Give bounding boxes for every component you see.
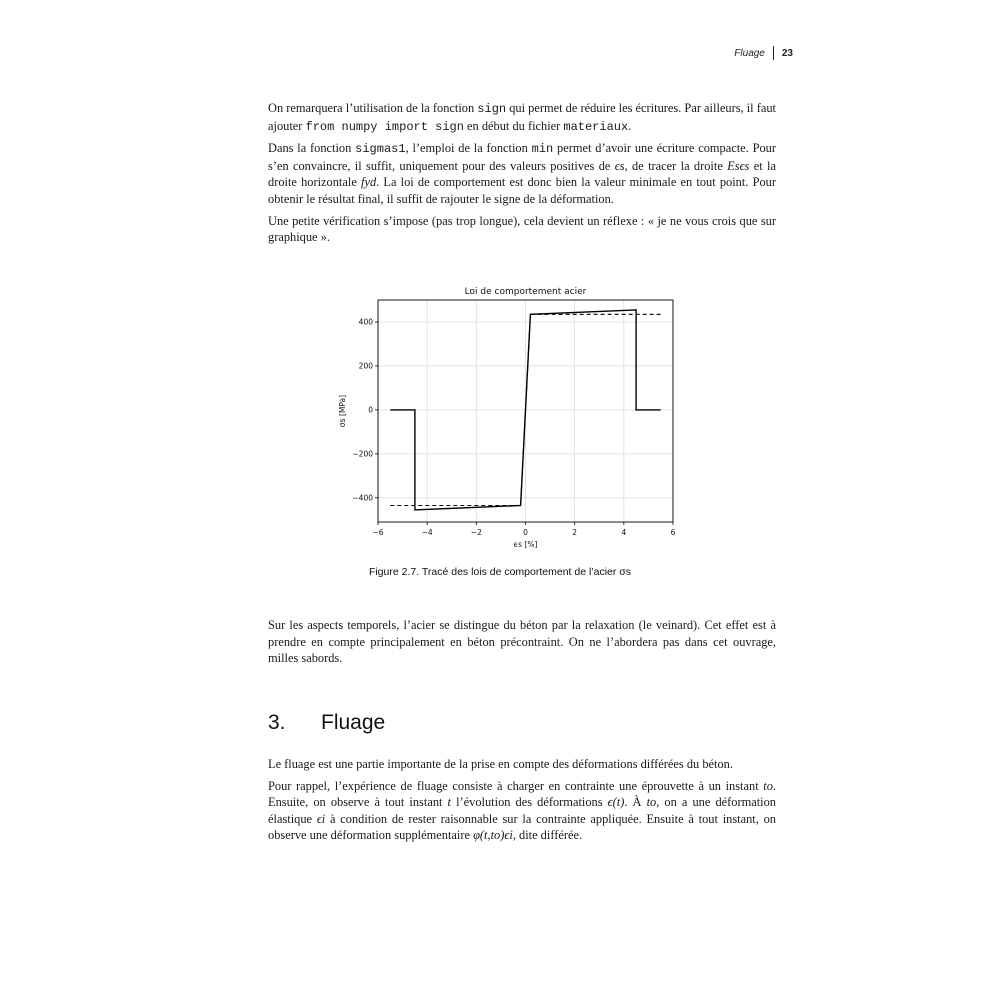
x-tick-label: −2 <box>470 528 482 537</box>
paragraph-fluage-experiment: Pour rappel, l’expérience de fluage consiste à charger en contrainte une éprouvette à un instant to. Ensuite, on observe à tout instant t l’évolution des déformations ϵ(t). À to, on a une déformation élastique ϵi à condition de rester raisonnable sur la contrainte appliquée. Ensuite à tout instant, on observe une déformation supplémentaire φ(t,to)ϵi, dite différée. <box>268 778 776 843</box>
chart-title: Loi de comportement acier <box>464 287 587 297</box>
math-fyd: fyd <box>361 175 377 190</box>
math-epsilon-i: ϵi <box>316 811 326 826</box>
paragraph-verification: Une petite vérification s’impose (pas trop longue), cela devient un réflexe : « je ne vous crois que sur graphique ». <box>268 213 776 245</box>
math-epsilon-t: ϵ(t) <box>607 795 625 810</box>
section-heading <box>268 711 385 735</box>
y-tick-label: −200 <box>352 449 373 459</box>
x-tick-label: 2 <box>572 528 578 537</box>
header-divider <box>773 46 774 60</box>
body-text-middle <box>268 617 776 672</box>
y-tick-label: −400 <box>352 493 373 503</box>
y-tick-label: 400 <box>358 317 373 327</box>
stress-strain-chart <box>330 280 690 550</box>
paragraph-fluage-intro: Le fluage est une partie importante de la prise en compte des déformations différées du béton. <box>268 757 733 771</box>
running-header-section: Fluage <box>734 47 765 59</box>
figure-caption: Figure 2.7. Tracé des lois de comportement de l’acier σs <box>368 566 632 578</box>
code-import: from numpy import sign <box>305 119 464 134</box>
math-es-epsilon: Esϵs <box>727 158 750 173</box>
page-number: 23 <box>781 47 793 59</box>
x-tick-label: −4 <box>421 528 433 537</box>
body-text-top <box>268 100 776 251</box>
code-materiaux: materiaux <box>563 119 629 134</box>
code-min: min <box>531 142 554 157</box>
math-t0: to <box>763 778 773 793</box>
y-tick-label: 200 <box>358 361 373 371</box>
x-tick-label: 0 <box>523 528 528 537</box>
body-text-bottom <box>268 756 776 849</box>
math-epsilon-s: ϵs <box>614 158 625 173</box>
paragraph-min-function: Dans la fonction sigmas1, l’emploi de la fonction min permet d’avoir une écriture compacte. Pour s’en convaincre, il suffit, uniquement pour des valeurs positives de ϵs, de tracer la droite Esϵs et la droite horizontale fyd. La loi de comportement est donc bien la valeur minimale en tout point. Pour obtenir le résultat final, il suffit de rajouter le signe de la déformation. <box>268 141 776 206</box>
math-t0-second: to <box>646 795 657 810</box>
y-axis-label: σs [MPa] <box>338 394 347 428</box>
y-tick-label: 0 <box>368 405 373 415</box>
x-tick-label: −6 <box>372 528 384 537</box>
code-sigmas1: sigmas1 <box>355 142 406 157</box>
code-sign: sign <box>477 102 507 116</box>
section-title: Fluage <box>321 711 386 734</box>
x-tick-label: 4 <box>621 528 627 537</box>
paragraph-sign-function: On remarquera l’utilisation de la fonction sign qui permet de réduire les écritures. Par ailleurs, il faut ajouter from numpy import sign en début du fichier materiaux. <box>268 101 776 134</box>
section-number: 3. <box>268 711 286 734</box>
running-header <box>734 46 793 60</box>
math-t: t <box>447 795 451 810</box>
x-tick-label: 6 <box>670 528 676 537</box>
paragraph-relaxation: Sur les aspects temporels, l’acier se distingue du béton par la relaxation (le veinard). Cet effet est à prendre en compte principalement en béton précontraint. On ne l’abordera pas dans cet ouvrage, milles sabords. <box>268 618 776 666</box>
math-phi: φ(t,to)ϵi <box>473 828 513 843</box>
x-axis-label: ϵs [%] <box>513 540 538 549</box>
